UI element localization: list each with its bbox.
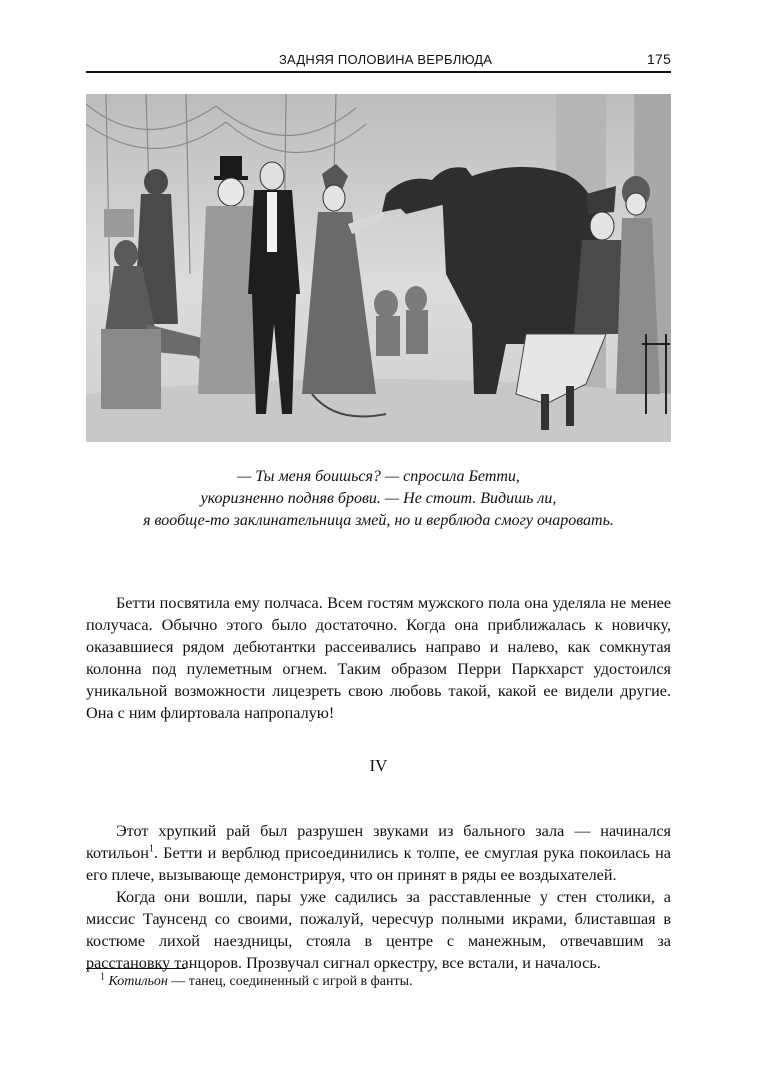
- caption-line: я вообще-то заклинательница змей, но и верблюда смогу очаровать.: [143, 512, 614, 529]
- paragraph-text: [86, 820, 671, 886]
- footnote: [100, 973, 670, 991]
- paragraph-text-part: . Бетти и верблюд присоединились к толпе, ее смуглая рука покоилась на его плече, вызывающе демонстрируя, что он принят в ряды ее воздыхателей.: [86, 844, 671, 884]
- section-number: IV: [369, 756, 388, 775]
- running-header: [86, 49, 671, 73]
- page-number: 175: [647, 51, 671, 67]
- paragraph-text-part: Этот хрупкий рай был разрушен звуками из бального зала — начинался котильон: [86, 822, 671, 862]
- footnote-divider: [86, 968, 186, 969]
- paragraph-text: Бетти посвятила ему полчаса. Всем гостям мужского пола она уделяла не менее получаса. Обычно этого было достаточно. Когда она приближалась к новичку, оказавшиеся рядом дебютантки рассеивались направо и налево, как сомкнутая колонна под пулеметным огнем. Таким образом Перри Паркхарст удостоился уникальной возможности лицезреть свою любовь такой, какой ее видели другие. Она с ним флиртовала напропалую!: [86, 594, 671, 722]
- footnote-term: Котильон: [108, 974, 168, 989]
- body-paragraph: [86, 820, 671, 974]
- illustration: [86, 94, 671, 442]
- running-title: ЗАДНЯЯ ПОЛОВИНА ВЕРБЛЮДА: [279, 52, 493, 67]
- footnote-reference[interactable]: 1: [148, 843, 154, 855]
- illustration-drawing: [86, 94, 671, 442]
- caption-line: — Ты меня боишься? — спросила Бетти,: [237, 468, 520, 485]
- body-paragraph: [86, 592, 671, 724]
- caption-line: укоризненно подняв брови. — Не стоит. Видишь ли,: [200, 490, 557, 507]
- illustration-caption: [86, 466, 671, 532]
- footnote-number: 1: [100, 971, 105, 983]
- paragraph-text: Когда они вошли, пары уже садились за расставленные у стен столики, а миссис Таунсенд со своими, пожалуй, чересчур полными икрами, блиставшая в костюме лихой наездницы, стояла в центре с манежным, отвечавшим за расстановку танцоров. Прозвучал сигнал оркестру, все встали, и началось.: [86, 888, 671, 972]
- footnote-definition: — танец, соединенный с игрой в фанты.: [167, 974, 413, 989]
